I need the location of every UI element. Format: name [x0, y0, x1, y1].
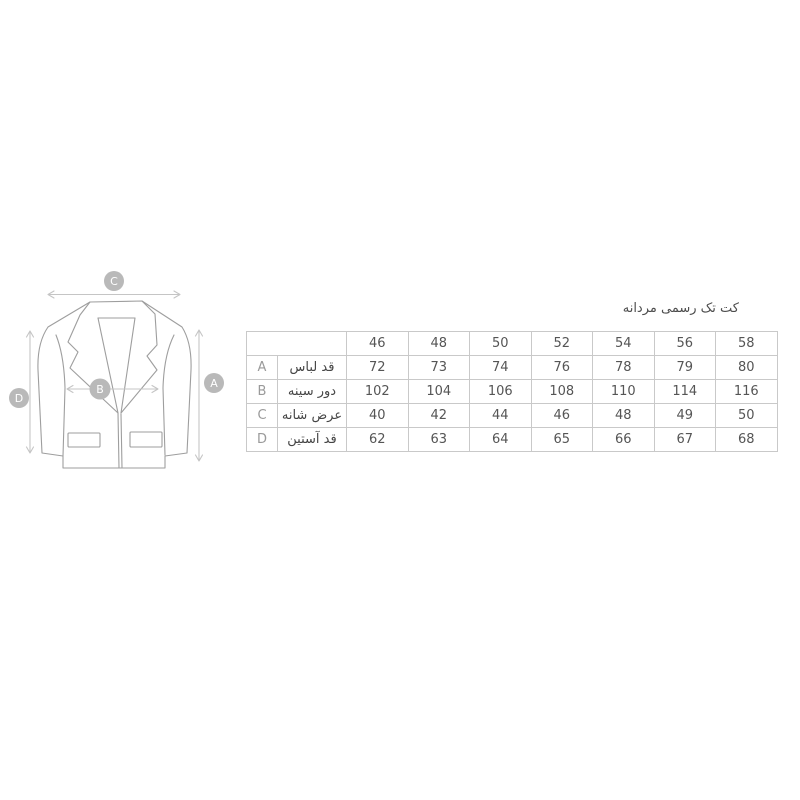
measure-arrow-a	[196, 330, 203, 461]
size-col-header: 50	[470, 332, 532, 356]
measure-value: 63	[408, 428, 470, 452]
measure-badge-c-label: C	[110, 275, 118, 288]
size-table-grid	[246, 331, 778, 452]
measurement-row	[247, 380, 778, 404]
chart-title: کت تک رسمی مردانه	[622, 301, 739, 316]
measure-value: 78	[593, 356, 655, 380]
measure-label: قد آستین	[278, 428, 347, 452]
size-header-row	[247, 332, 778, 356]
measure-label: دور سینه	[278, 380, 347, 404]
measure-value: 104	[408, 380, 470, 404]
measure-value: 79	[654, 356, 716, 380]
size-col-header: 46	[347, 332, 409, 356]
measure-value: 46	[531, 404, 593, 428]
measure-label: قد لباس	[278, 356, 347, 380]
measure-letter: D	[247, 428, 278, 452]
measure-value: 66	[593, 428, 655, 452]
measure-value: 102	[347, 380, 409, 404]
size-col-header: 54	[593, 332, 655, 356]
size-col-header: 58	[716, 332, 778, 356]
size-col-header: 48	[408, 332, 470, 356]
measure-value: 44	[470, 404, 532, 428]
measure-letter: A	[247, 356, 278, 380]
jacket-diagram	[0, 255, 250, 480]
measure-arrow-d	[27, 331, 34, 453]
measure-badge-d-label: D	[14, 392, 24, 405]
measure-label: عرض شانه	[278, 404, 347, 428]
measure-value: 72	[347, 356, 409, 380]
jacket-diagram-svg	[0, 255, 250, 480]
measure-value: 64	[470, 428, 532, 452]
measure-letter: C	[247, 404, 278, 428]
measure-letter: B	[247, 380, 278, 404]
measure-value: 106	[470, 380, 532, 404]
measure-value: 76	[531, 356, 593, 380]
measure-value: 49	[654, 404, 716, 428]
size-table	[246, 331, 778, 452]
measure-value: 74	[470, 356, 532, 380]
measure-value: 62	[347, 428, 409, 452]
measurement-row	[247, 404, 778, 428]
measure-value: 80	[716, 356, 778, 380]
measurement-row	[247, 428, 778, 452]
measure-value: 40	[347, 404, 409, 428]
jacket-silhouette	[38, 301, 191, 468]
table-corner	[247, 332, 347, 356]
jacket-pocket-left	[68, 433, 100, 447]
size-col-header: 56	[654, 332, 716, 356]
jacket-pocket-right	[130, 432, 162, 447]
measure-value: 65	[531, 428, 593, 452]
measure-value: 50	[716, 404, 778, 428]
measure-value: 110	[593, 380, 655, 404]
measurement-row	[247, 356, 778, 380]
size-col-header: 52	[531, 332, 593, 356]
measure-arrow-c	[48, 291, 180, 298]
measure-value: 42	[408, 404, 470, 428]
measure-badge-b-label: B	[96, 383, 104, 396]
measure-value: 73	[408, 356, 470, 380]
measure-value: 108	[531, 380, 593, 404]
measure-value: 48	[593, 404, 655, 428]
size-table-body	[247, 356, 778, 452]
measure-value: 116	[716, 380, 778, 404]
measure-badge-a-label: A	[210, 377, 218, 390]
measure-value: 67	[654, 428, 716, 452]
measure-value: 68	[716, 428, 778, 452]
measure-value: 114	[654, 380, 716, 404]
